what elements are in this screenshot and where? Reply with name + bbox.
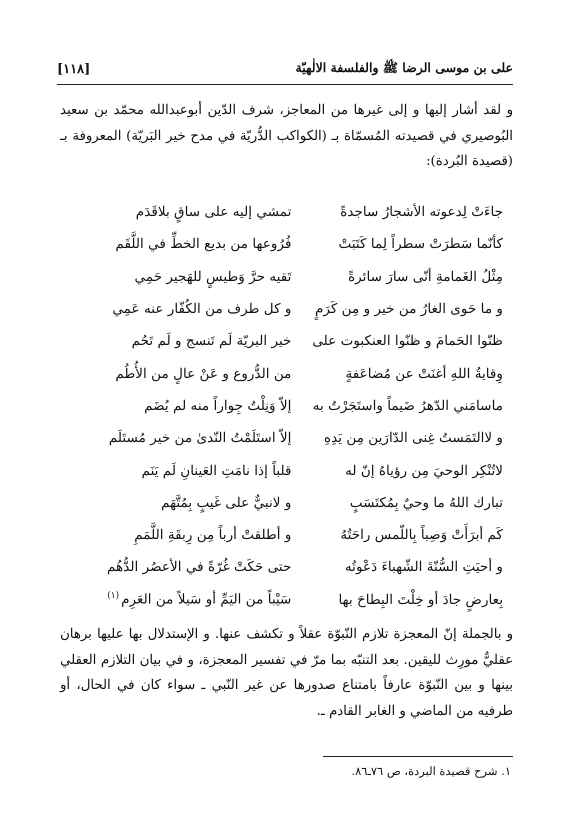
verse-first-hemistich: و ما حَوى الغارُ من خير و مِن كَرَمٍ — [314, 301, 503, 318]
verse-second-hemistich: قلباً إذا نامَتِ العَينانِ لَم يَنَم — [141, 462, 292, 479]
page-number: [١١٨] — [57, 61, 91, 77]
verse-second-hemistich: من الدُّروع و عَنْ عالٍ من الأُطُم — [115, 365, 292, 382]
poem-verse — [78, 551, 503, 583]
verse-second-hemistich: خير البريّة لَم تَنسج و لَم تَحُم — [131, 333, 292, 350]
poem-verse — [78, 357, 503, 389]
poem-verse — [78, 261, 503, 293]
poem-verse — [78, 390, 503, 422]
verse-first-hemistich: وِقايةُ اللهِ أغنَتْ عن مُضاعَفةٍ — [345, 365, 503, 382]
verse-second-hemistich-text: سَيْباً من اليَمِّ أو سَيلاً من العَرِم — [121, 591, 292, 608]
verse-first-hemistich: مِثْلُ الغَمامةِ أنّى سارَ سائرةً — [348, 268, 503, 285]
body-paragraph: و بالجملة إنّ المعجزة تلازم النّبوّة عقلاً و تكشف عنها. و الإستدلال بها عليها برهان عقليٌّ مورِث لليقين. بعد التنبّه بما مرّ في تفسير المعجزة، و في بيان التلازم العقلي بينها و بين النّبوّة عارفاً بامتناع صدورها عن غير النّبي ـ سواء كان في الحال، أو طرفيه من الماضي و الغابر القادم ـ. — [60, 627, 513, 719]
poem-verse — [78, 584, 503, 616]
poem-verse — [78, 293, 503, 325]
verse-first-hemistich: و أحيَتِ السُّنّةَ الشّهباءَ دَعْوتُه — [344, 559, 503, 576]
poem-verse — [78, 519, 503, 551]
verse-second-hemistich: تَقيه حرَّ وَطيسٍ للهَجير حَمِي — [134, 268, 292, 285]
verse-first-hemistich: و لاالتَمَستُ غِنى الدّارَين مِن يَدِهِ — [323, 430, 503, 447]
verse-second-hemistich: إلاّ وَنِلْتُ جِواراً منه لم يُضَم — [144, 397, 292, 414]
verse-first-hemistich: تبارك اللهُ ما وحيٌ بِمُكتَسَبٍ — [349, 494, 503, 511]
verse-first-hemistich: كأنّما سَطرَتْ سطراً لِما كَتَبَتْ — [338, 236, 503, 253]
poem-verse — [78, 196, 503, 228]
verse-second-hemistich: فُرُوعها من بديع الخطِّ في اللَّقَم — [115, 236, 292, 253]
verse-second-hemistich: إلاّ استَلَمْتُ النّدىٰ من خير مُستَلَم — [108, 430, 292, 447]
footnote-reference[interactable]: (١) — [107, 591, 120, 602]
verse-first-hemistich: ماسامَني الدّهرُ ضَيماً واستَجَرْتُ به — [312, 397, 503, 414]
running-header — [57, 54, 513, 85]
intro-paragraph: و لقد أشار إليها و إلى غيرها من المعاجز، شرف الدّين أبوعبدالله محمّد بن سعيد البُوصيري في قصيدته المُسمّاة بـ (الكواكب الدُّريّة في مدح خير البَريّة) المعروفة بـ (قصيدة البُردة): — [60, 103, 513, 169]
verse-first-hemistich: بِعارضٍ جادَ أو خِلْتَ البِطاحَ بها — [338, 591, 503, 608]
poem-verse — [78, 325, 503, 357]
verse-second-hemistich: و كل طرف من الكُفّار عنه عَمِي — [112, 301, 292, 318]
verse-second-hemistich — [78, 591, 291, 608]
footnote: ١. شرح قصيدة البردة، ص ٧٦ـ٨٦. — [351, 764, 511, 778]
poem-verse — [78, 487, 503, 519]
verse-second-hemistich: تمشي إليه على ساقٍ بلاقَدَم — [135, 204, 292, 221]
verse-second-hemistich: و أطلقتْ أرباً مِن رِبقَةِ اللَّمَمِ — [134, 527, 292, 544]
footnote-divider — [323, 756, 513, 757]
verse-second-hemistich: و لانبيٌّ على غَيبٍ بِمُتَّهَم — [161, 494, 292, 511]
verse-first-hemistich: لاتُنْكِر الوحيَ مِن رؤياهُ إنّ له — [345, 462, 503, 479]
running-title: على بن موسى الرضا ﷺ والفلسفة الالٰهيّة — [295, 59, 513, 75]
poem-verse — [78, 422, 503, 454]
poem-verse — [78, 454, 503, 486]
verse-second-hemistich: حتى حَكَتْ غُرّةً في الأعصُر الدُّهُم — [106, 559, 292, 576]
poem-verse — [78, 228, 503, 260]
verse-first-hemistich: كَم أبرَأَتْ وَصِباً بِاللّمس راحَتُهُ — [340, 527, 503, 544]
poem — [78, 196, 503, 616]
verse-first-hemistich: جاءَتْ لِدعوته الأشجارُ ساجدةً — [340, 204, 503, 221]
verse-first-hemistich: ظنّوا الحَمامَ و ظنّوا العنكبوت على — [312, 333, 503, 350]
